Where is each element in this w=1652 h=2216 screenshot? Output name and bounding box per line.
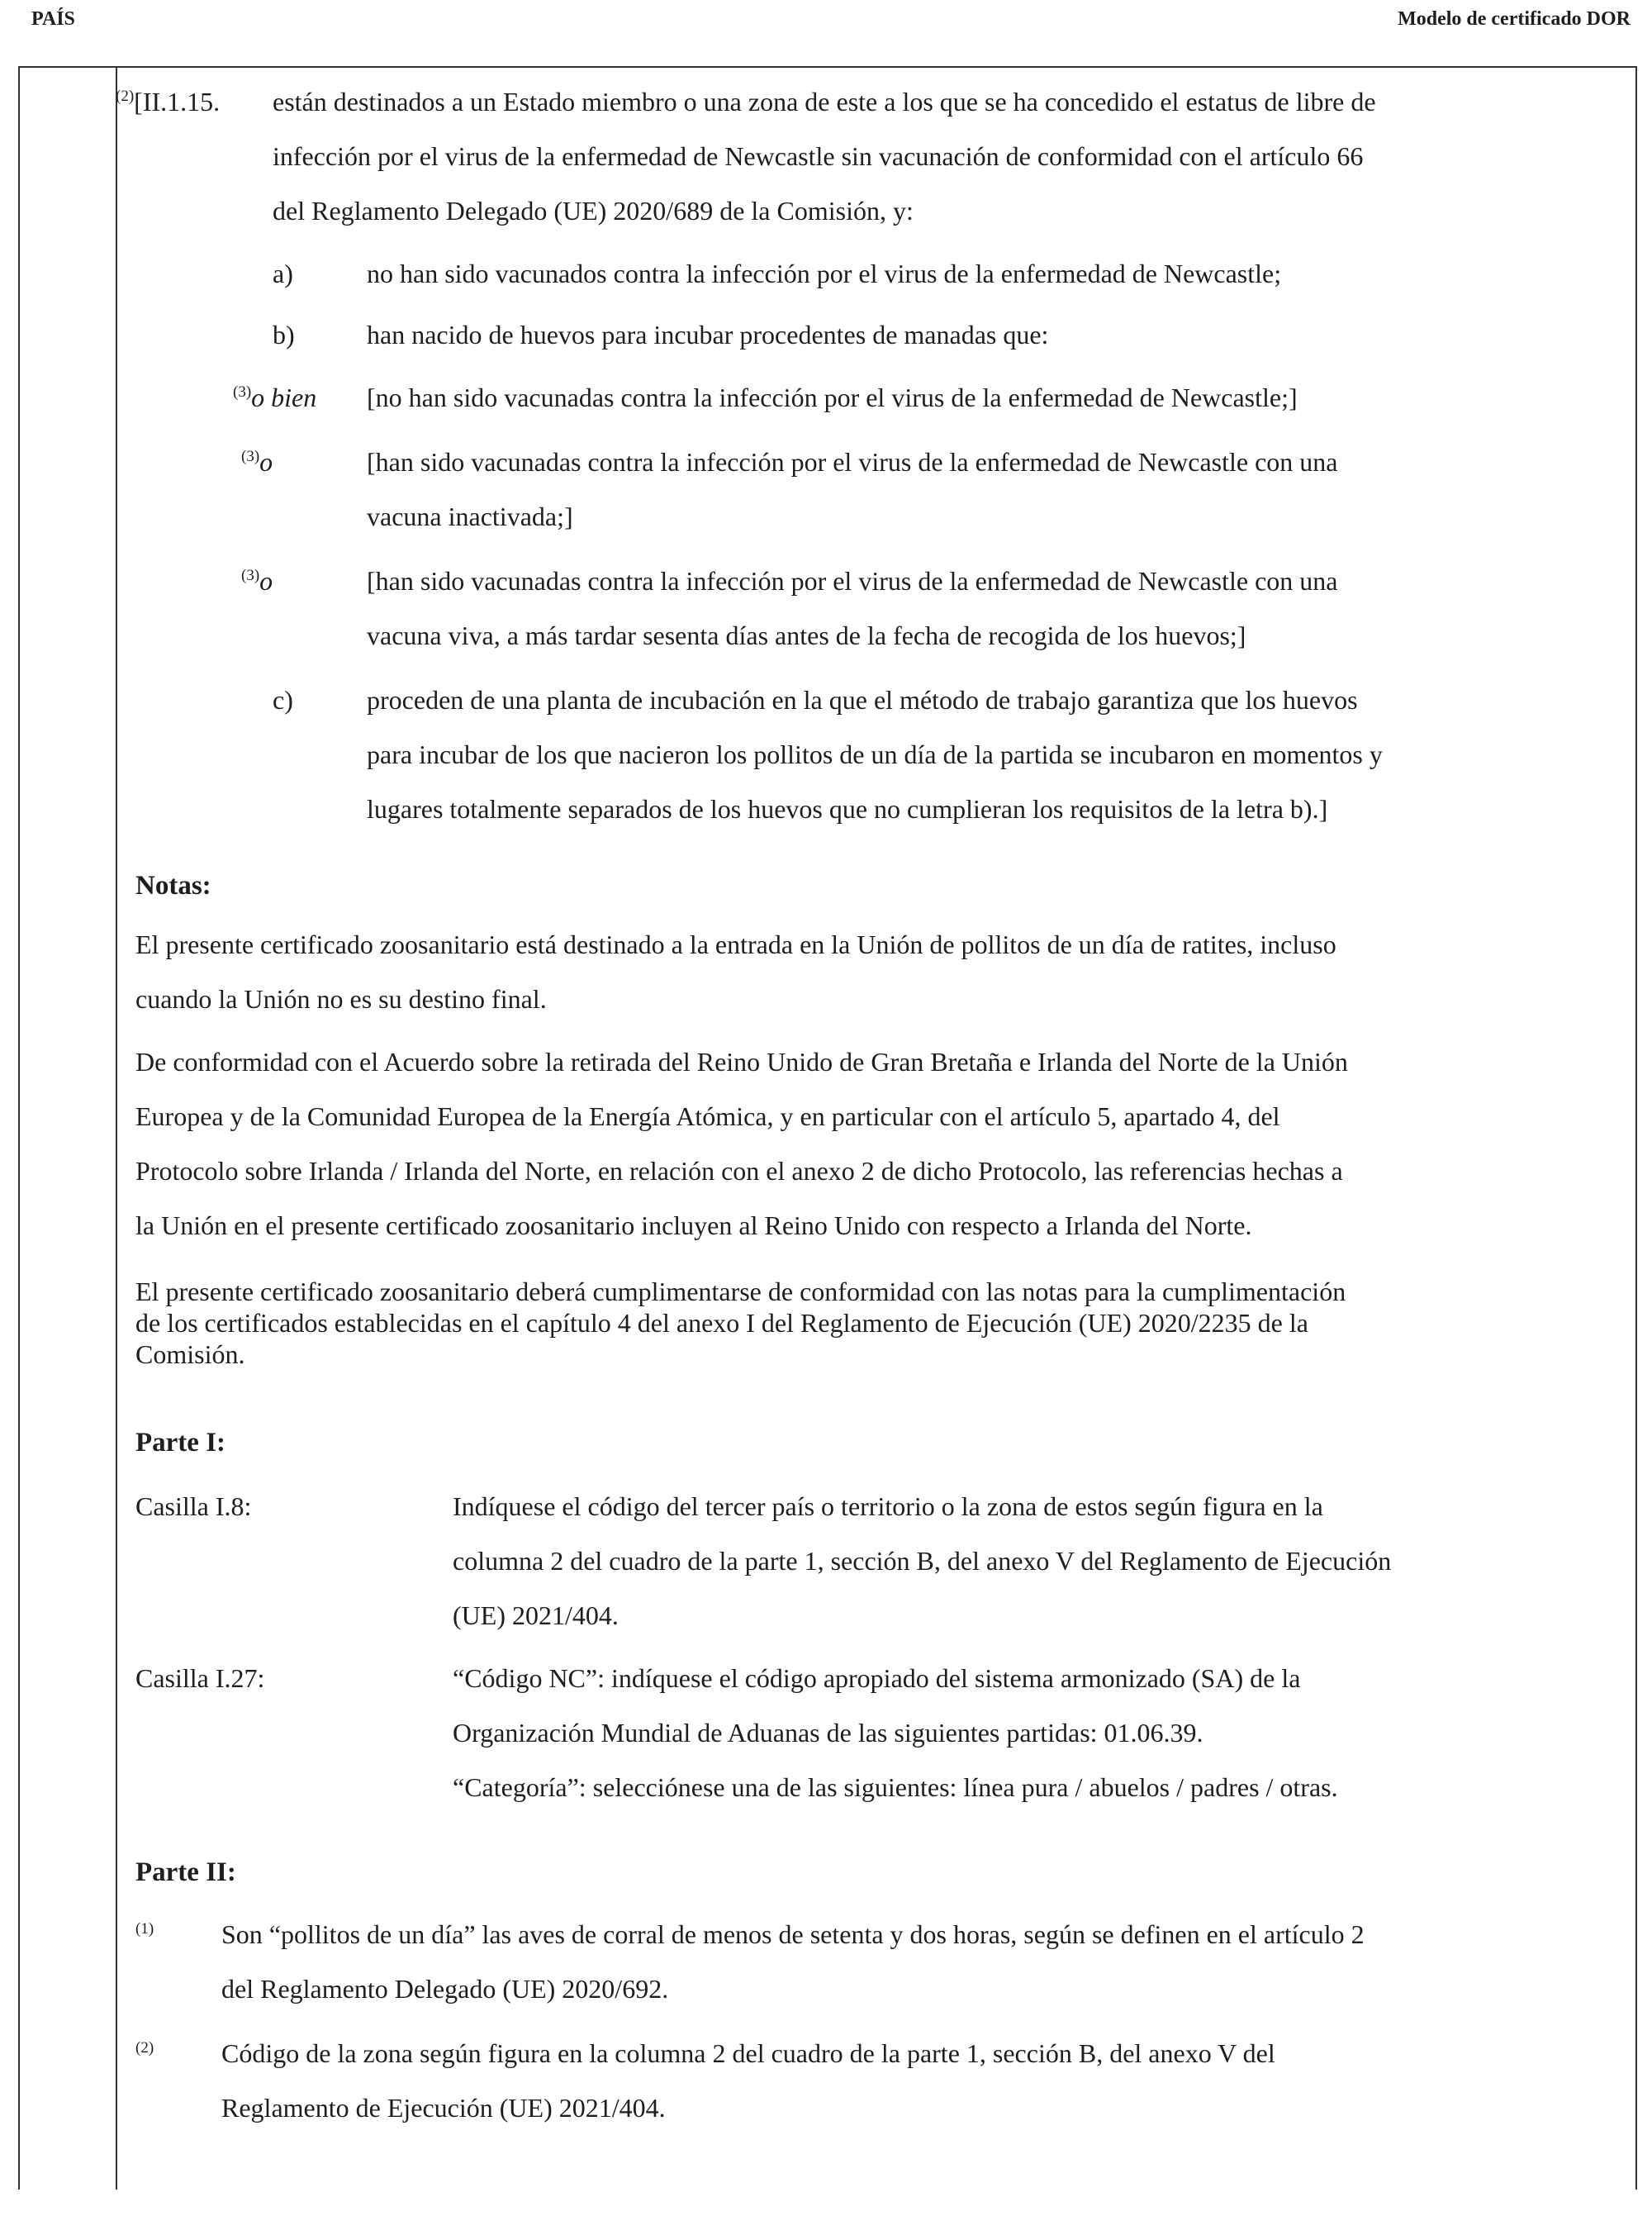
item-c-line-2: para incubar de los que nacieron los pollitos de un día de la partida se incubaron en momentos y — [367, 739, 1383, 769]
footnote-2-text: Código de la zona según figura en la columna 2 del cuadro de la parte 1, sección B, del anexo V del Reglamento de Ejecución (UE) 2021/404. — [221, 2038, 1275, 2123]
item-a-text: no han sido vacunados contra la infección por el virus de la enfermedad de Newcastle; — [367, 259, 1282, 288]
item-b-label: b) — [273, 320, 295, 350]
option-2-footnote-ref: (3) — [241, 448, 260, 465]
footnote-1-text: Son “pollitos de un día” las aves de corral de menos de setenta y dos horas, según se definen en el artículo 2 del Reglamento Delegado (UE) 2020/692. — [221, 1919, 1365, 2004]
clause-line-1: están destinados a un Estado miembro o una zona de este a los que se ha concedido el estatus de libre de — [273, 87, 1376, 117]
clause-line-3: del Reglamento Delegado (UE) 2020/689 de la Comisión, y: — [273, 196, 914, 226]
item-c-line-3: lugares totalmente separados de los huevos que no cumplieran los requisitos de la letra b).] — [367, 794, 1328, 824]
option-1-label: $^{(3)}$o bien — [233, 383, 317, 412]
option-3-line-1: [han sido vacunadas contra la infección por el virus de la enfermedad de Newcastle con una — [367, 566, 1338, 596]
clause-line-2: infección por el virus de la enfermedad de Newcastle sin vacunación de conformidad con el artículo 66 — [273, 141, 1364, 171]
option-2-label: $^{(3)}$o — [241, 447, 273, 477]
header-country: PAÍS — [31, 8, 75, 30]
option-3-line-2: vacuna viva, a más tardar sesenta días antes de la fecha de recogida de los huevos;] — [367, 621, 1246, 650]
item-a-label: a) — [273, 259, 293, 288]
header-model-title: Modelo de certificado DOR — [1398, 8, 1631, 30]
part-2-heading: Parte II: — [135, 1857, 236, 1887]
frame-left-border — [18, 66, 20, 2190]
box-i8-label: Casilla I.8: — [135, 1491, 252, 1521]
clause-footnote-ref: (2) — [116, 88, 135, 105]
box-i8-text: Indíquese el código del tercer país o territorio o la zona de estos según figura en la columna 2 del cuadro de la parte 1, sección B, del anexo V del Reglamento de Ejecución (UE) 2021/404. — [453, 1491, 1392, 1630]
item-c-label: c) — [273, 685, 293, 715]
option-3-label: $^{(3)}$o — [241, 566, 273, 596]
frame-right-border — [1635, 66, 1637, 2190]
option-2-line-1: [han sido vacunadas contra la infección por el virus de la enfermedad de Newcastle con una — [367, 447, 1338, 477]
footnote-2-label: (2) — [135, 2039, 154, 2057]
option-1-text: [no han sido vacunadas contra la infección por el virus de la enfermedad de Newcastle;] — [367, 383, 1298, 412]
item-b-text: han nacido de huevos para incubar procedentes de manadas que: — [367, 320, 1049, 350]
option-2-line-2: vacuna inactivada;] — [367, 502, 573, 531]
box-i27-text: “Código NC”: indíquese el código apropiado del sistema armonizado (SA) de la Organización Mundial de Aduanas de las siguientes partidas: 01.06.39. “Categoría”: selecciónese una de las siguientes: línea pura / abuelos / padres / otras. — [453, 1663, 1338, 1802]
frame-top-border — [18, 66, 1635, 68]
frame-inner-border — [116, 66, 117, 2190]
item-c-line-1: proceden de una planta de incubación en la que el método de trabajo garantiza que los huevos — [367, 685, 1358, 715]
box-i27-label: Casilla I.27: — [135, 1663, 265, 1693]
notes-paragraph-1: El presente certificado zoosanitario está destinado a la entrada en la Unión de pollitos de un día de ratites, incluso cuando la Unión no es su destino final. — [135, 930, 1336, 1014]
notes-paragraph-2: De conformidad con el Acuerdo sobre la retirada del Reino Unido de Gran Bretaña e Irlanda del Norte de la Unión Europea y de la Comunidad Europea de la Energía Atómica, y en particular con el artículo 5, apartado 4, del Protocolo sobre Irlanda / Irlanda del Norte, en relación con el anexo 2 de dicho Protocolo, las referencias hechas a la Unión en el presente certificado zoosanitario incluyen al Reino Unido con respecto a Irlanda del Norte. — [135, 1047, 1348, 1240]
notes-heading: Notas: — [135, 871, 211, 901]
option-3-footnote-ref: (3) — [241, 567, 260, 584]
clause-number: [II.1.15. — [134, 87, 221, 117]
part-1-heading: Parte I: — [135, 1428, 226, 1458]
clause-number-line — [116, 74, 220, 129]
footnote-1-label: (1) — [135, 1920, 154, 1938]
notes-paragraph-3: El presente certificado zoosanitario deberá cumplimentarse de conformidad con las notas para la cumplimentación de los certificados establecidas en el capítulo 4 del anexo I del Reglamento de Ejecución (UE) 2020/2235 de la Comisión. — [135, 1277, 1346, 1369]
option-1-footnote-ref: (3) — [233, 383, 252, 401]
